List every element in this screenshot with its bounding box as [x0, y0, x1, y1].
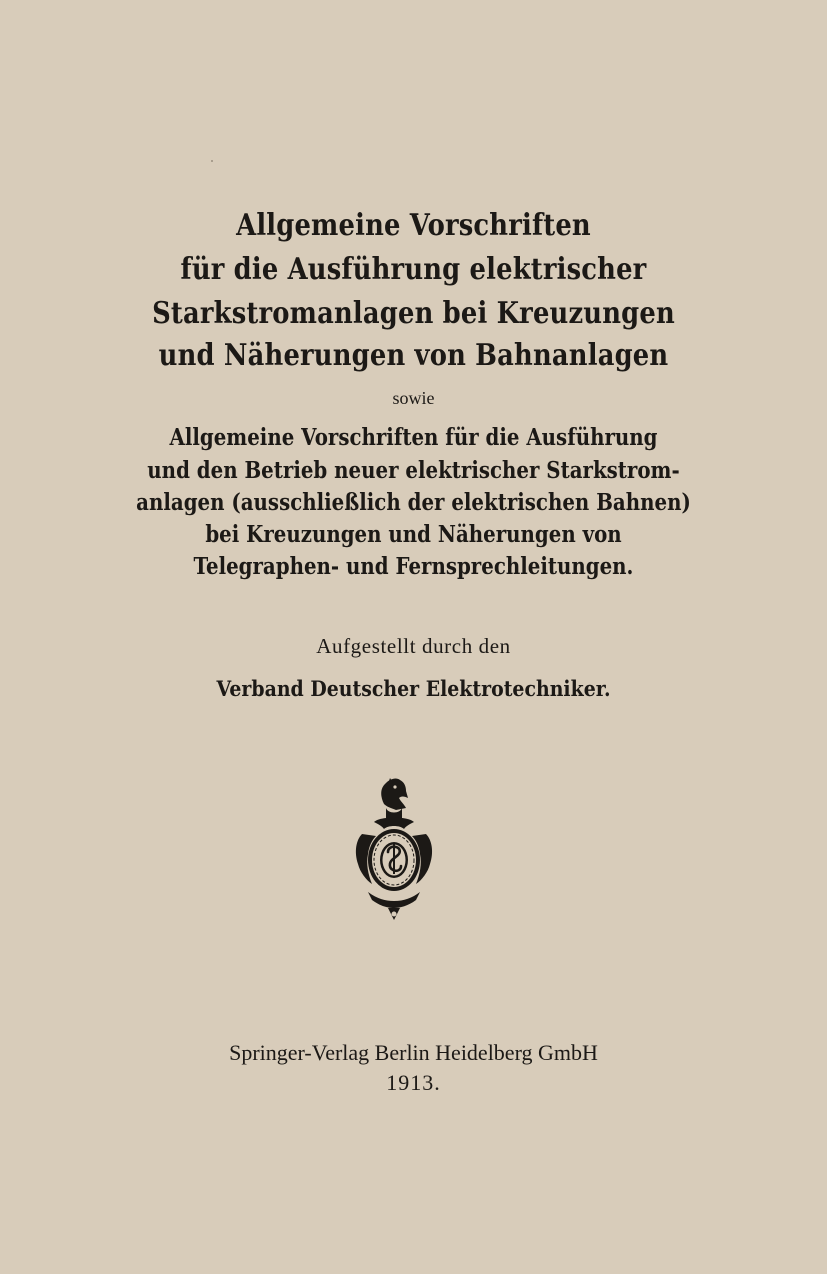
title-line-4: und Näherungen von Bahnanlagen: [158, 338, 669, 373]
springer-horse-head-emblem-icon: [344, 774, 444, 924]
subtitle-line-4: bei Kreuzungen und Näherungen von: [205, 521, 622, 548]
title-line-2: für die Ausführung elektrischer: [180, 252, 647, 287]
subtitle-line-3: anlagen (ausschließlich der elektrischen Bahnen): [136, 489, 691, 516]
subtitle-line-5: Telegraphen- und Fernsprechleitungen.: [193, 553, 634, 580]
author-prefix: Aufgestellt durch den: [316, 634, 511, 658]
publication-year: 1913.: [386, 1070, 441, 1095]
title-line-3: Starkstromanlagen bei Kreuzungen: [152, 296, 675, 331]
publisher-name: Springer-Verlag Berlin Heidelberg GmbH: [229, 1040, 598, 1065]
subtitle-line-1: Allgemeine Vorschriften für die Ausführung: [169, 424, 658, 451]
connector-sowie: sowie: [392, 388, 435, 408]
subtitle-line-2: und den Betrieb neuer elektrischer Starkstrom-: [147, 457, 680, 484]
author-name: Verband Deutscher Elektrotechniker.: [216, 676, 611, 701]
title-line-1: Allgemeine Vorschriften: [236, 208, 591, 243]
paper-speck: [211, 160, 213, 162]
